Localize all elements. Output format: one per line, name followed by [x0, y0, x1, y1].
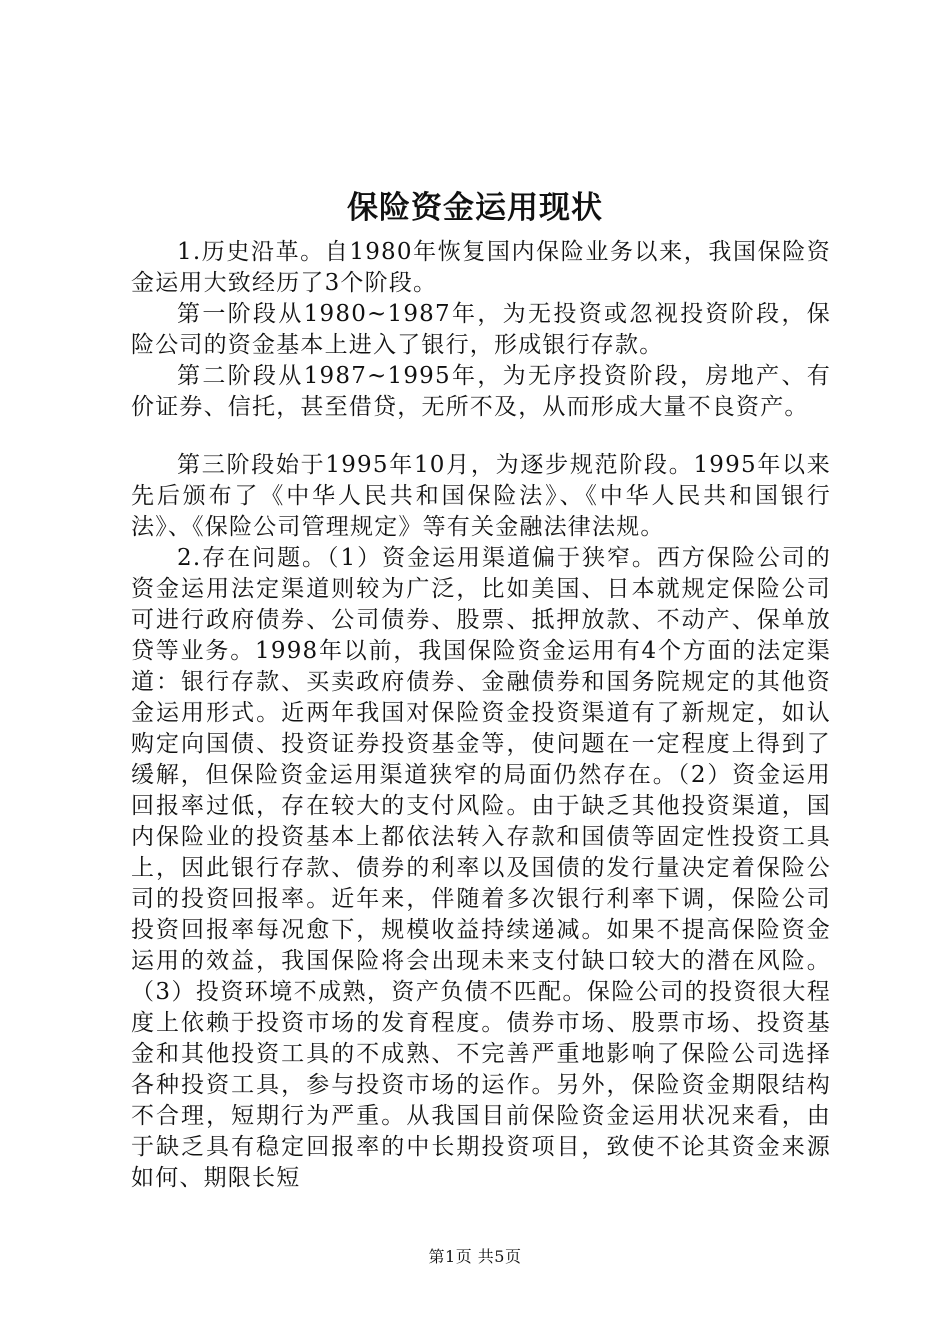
- document-body: [131, 237, 831, 1194]
- paragraph-stage-three: 第三阶段始于1995年10月，为逐步规范阶段。1995年以来先后颁布了《中华人民共和国保险法》、《中华人民共和国银行法》、《保险公司管理规定》等有关金融法律法规。: [131, 452, 831, 540]
- paragraph-problems: 2.存在问题。（1）资金运用渠道偏于狭窄。西方保险公司的资金运用法定渠道则较为广泛，比如美国、日本就规定保险公司可进行政府债券、公司债券、股票、抵押放款、不动产、保单放贷等业务。1998年以前，我国保险资金运用有4个方面的法定渠道：银行存款、买卖政府债券、金融债券和国务院规定的其他资金运用形式。近两年我国对保险资金投资渠道有了新规定，如认购定向国债、投资证券投资基金等，使问题在一定程度上得到了缓解，但保险资金运用渠道狭窄的局面仍然存在。（2）资金运用回报率过低，存在较大的支付风险。由于缺乏其他投资渠道，国内保险业的投资基本上都依法转入存款和国债等固定性投资工具上，因此银行存款、债券的利率以及国债的发行量决定着保险公司的投资回报率。近年来，伴随着多次银行利率下调，保险公司投资回报率每况愈下，规模收益持续递减。如果不提高保险资金运用的效益，我国保险将会出现未来支付缺口较大的潜在风险。（3）投资环境不成熟，资产负债不匹配。保险公司的投资很大程度上依赖于投资市场的发育程度。债券市场、股票市场、投资基金和其他投资工具的不成熟、不完善严重地影响了保险公司选择各种投资工具，参与投资市场的运作。另外，保险资金期限结构不合理，短期行为严重。从我国目前保险资金运用状况来看，由于缺乏具有稳定回报率的中长期投资项目，致使不论其资金来源如何、期限长短: [131, 545, 831, 1191]
- paragraph-stage-one: 第一阶段从1980~1987年，为无投资或忽视投资阶段，保险公司的资金基本上进入了银行，形成银行存款。: [131, 301, 831, 358]
- page-number-footer: 第1页 共5页: [428, 1247, 522, 1266]
- paragraph-stage-two: 第二阶段从1987~1995年，为无序投资阶段，房地产、有价证券、信托，甚至借贷，无所不及，从而形成大量不良资产。: [131, 363, 831, 420]
- document-title: 保险资金运用现状: [347, 190, 603, 226]
- paragraph-history: 1.历史沿革。自1980年恢复国内保险业务以来，我国保险资金运用大致经历了3个阶段。: [131, 239, 831, 296]
